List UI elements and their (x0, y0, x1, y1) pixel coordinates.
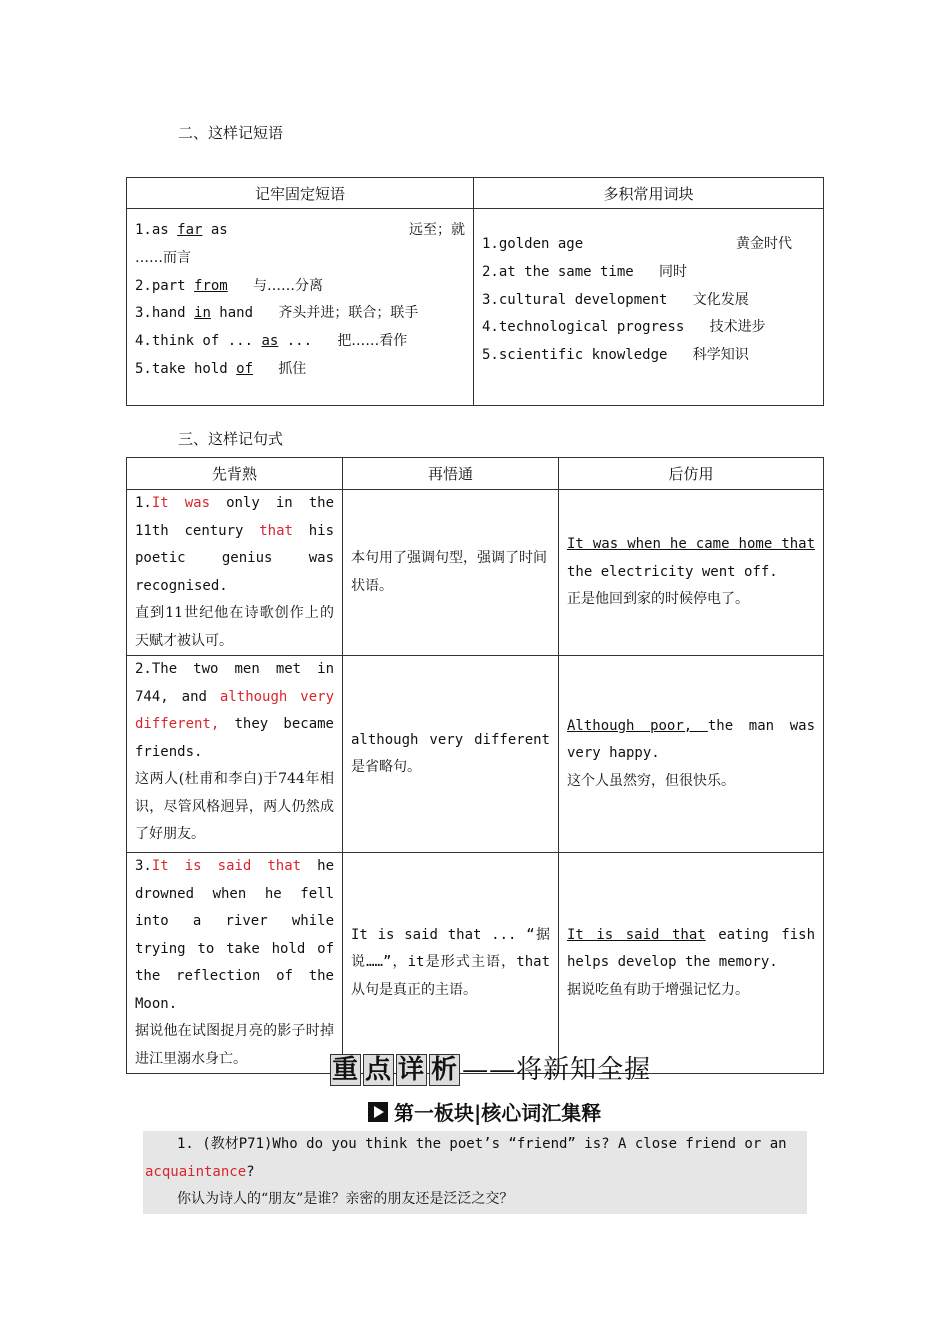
table-row (127, 853, 824, 1074)
phrases-table (126, 177, 824, 406)
imitate-cell: It is said that eating fish helps develop the memory. 据说吃鱼有助于增强记忆力。 (559, 853, 824, 1074)
example-translation: 你认为诗人的“朋友”是谁？亲密的朋友还是泛泛之交？ (177, 1191, 514, 1207)
list-item-continued: ……而言 (135, 249, 191, 266)
block-title: 第一板块|核心词汇集释 (368, 1097, 601, 1126)
list-item: 4.technological progress 技术进步 (482, 319, 766, 336)
header-fixed-phrases: 记牢固定短语 (127, 178, 474, 209)
understand-cell: It is said that ... “据说……”，it是形式主语，that从句是真正的主语。 (343, 853, 559, 1074)
list-item: 1.golden age 黄金时代 (482, 236, 792, 252)
header-understand: 再悟通 (343, 458, 559, 490)
imitate-cell: Although poor, the man was very happy. 这个人虽然穷，但很快乐。 (559, 656, 824, 853)
memorize-cell: 2.The two men met in 744, and although very different, they became friends. 这两人(杜甫和李白)于744年相识，尽管风格迥异，两人仍然成了好朋友。 (127, 656, 343, 853)
list-item: 5.scientific knowledge 科学知识 (482, 347, 749, 364)
table-row (127, 490, 824, 656)
memorize-cell: 3.It is said that he drowned when he fell into a river while trying to take hold of the reflection of the Moon. 据说他在试图捉月亮的影子时掉进江里溺水身亡。 (127, 853, 343, 1074)
understand-cell: although very different是省略句。 (343, 656, 559, 853)
header-common-chunks: 多积常用词块 (474, 178, 824, 209)
fixed-phrases-cell (127, 209, 474, 406)
common-chunks-cell (474, 209, 824, 406)
table-row (127, 656, 824, 853)
list-item: 3.hand in hand 齐头并进；联合；联手 (135, 305, 419, 322)
section-title-phrases: 二、这样记短语 (178, 124, 284, 142)
vocab-example (143, 1131, 807, 1214)
list-item: 2.part from 与……分离 (135, 277, 324, 294)
list-item: 3.cultural development 文化发展 (482, 291, 749, 308)
play-icon (368, 1102, 388, 1122)
section-banner: 重 点 详 析 ——将新知全握 (332, 1055, 652, 1085)
header-memorize: 先背熟 (127, 458, 343, 490)
header-imitate: 后仿用 (559, 458, 824, 490)
understand-cell: 本句用了强调句型，强调了时间状语。 (343, 490, 559, 656)
example-sentence: 1. (教材P71)Who do you think the poet’s “friend” is? A close friend or an acquaintance? (145, 1136, 787, 1180)
section-title-sentences: 三、这样记句式 (178, 430, 284, 448)
list-item: 5.take hold of 抓住 (135, 360, 307, 377)
memorize-cell: 1.It was only in the 11th century that his poetic genius was recognised. 直到11世纪他在诗歌创作上的天赋才被认可。 (127, 490, 343, 656)
imitate-cell: It was when he came home that the electricity went off. 正是他回到家的时候停电了。 (559, 490, 824, 656)
list-item: 4.think of ... as ... 把……看作 (135, 333, 408, 350)
list-item: 1.as far as 远至；就 (135, 222, 465, 238)
list-item: 2.at the same time 同时 (482, 263, 688, 280)
sentences-table (126, 457, 824, 1074)
